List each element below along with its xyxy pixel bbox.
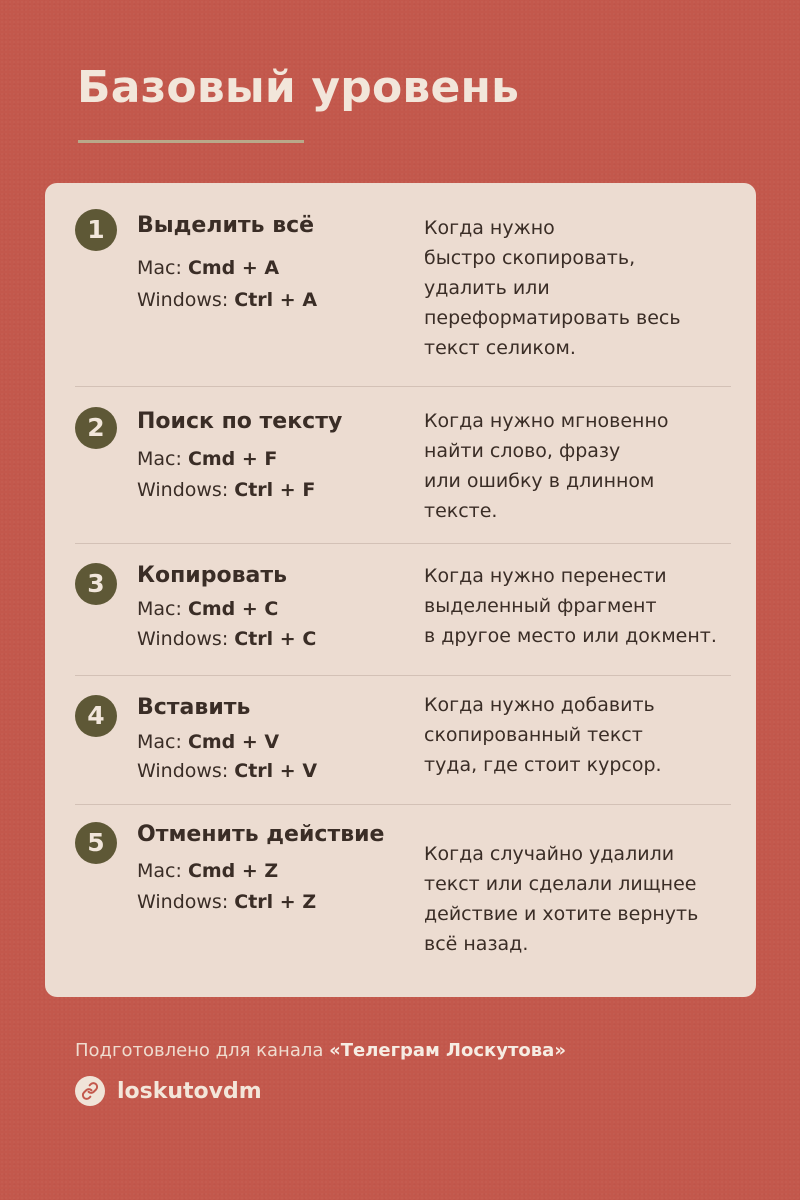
mac-keys: Cmd + F	[187, 448, 278, 470]
item-description	[424, 839, 744, 959]
footer-credit	[75, 1040, 566, 1061]
shortcut-item-paste	[45, 676, 756, 804]
desc-line: Когда нужно добавить	[424, 694, 655, 716]
item-title: Поиск по тексту	[137, 409, 343, 434]
windows-keys: Ctrl + C	[234, 628, 317, 650]
item-number-badge: 2	[75, 407, 117, 449]
desc-line: текст селиком.	[424, 337, 576, 359]
shortcut-item-copy	[45, 544, 756, 675]
desc-line: тексте.	[424, 500, 498, 522]
desc-line: найти слово, фразу	[424, 440, 621, 462]
windows-keys: Ctrl + V	[234, 760, 318, 782]
desc-line: текст или сделали лищнее	[424, 873, 697, 895]
mac-shortcut	[137, 257, 279, 279]
windows-label: Windows:	[137, 479, 229, 501]
mac-label: Mac:	[137, 860, 182, 882]
item-description	[424, 213, 744, 363]
item-description	[424, 690, 744, 780]
windows-label: Windows:	[137, 628, 229, 650]
windows-keys: Ctrl + Z	[234, 891, 317, 913]
windows-label: Windows:	[137, 289, 229, 311]
desc-line: Когда нужно	[424, 217, 555, 239]
link-icon	[75, 1076, 105, 1106]
desc-line: в другое место или докмент.	[424, 625, 717, 647]
item-title: Вставить	[137, 695, 251, 720]
desc-line: всё назад.	[424, 933, 529, 955]
mac-keys: Cmd + V	[187, 731, 280, 753]
mac-shortcut	[137, 448, 277, 470]
desc-line: Когда нужно мгновенно	[424, 410, 669, 432]
footer-handle-link[interactable]	[75, 1076, 262, 1106]
footer-channel-name: «Телеграм Лоскутова»	[329, 1040, 566, 1061]
desc-line: скопированный текст	[424, 724, 643, 746]
mac-label: Mac:	[137, 598, 182, 620]
mac-keys: Cmd + A	[187, 257, 280, 279]
windows-keys: Ctrl + F	[234, 479, 316, 501]
item-description	[424, 406, 744, 526]
handle-text: loskutovdm	[117, 1078, 262, 1104]
mac-label: Mac:	[137, 448, 182, 470]
desc-line: быстро скопировать,	[424, 247, 636, 269]
item-number-badge: 5	[75, 822, 117, 864]
mac-keys: Cmd + Z	[187, 860, 279, 882]
desc-line: Когда нужно перенести	[424, 565, 667, 587]
mac-shortcut	[137, 731, 279, 753]
item-title: Копировать	[137, 563, 288, 588]
mac-shortcut	[137, 860, 278, 882]
desc-line: удалить или	[424, 277, 550, 299]
desc-line: или ошибку в длинном	[424, 470, 655, 492]
windows-shortcut	[137, 479, 315, 501]
desc-line: Когда случайно удалили	[424, 843, 675, 865]
desc-line: переформатировать весь	[424, 307, 681, 329]
desc-line: туда, где стоит курсор.	[424, 754, 662, 776]
mac-keys: Cmd + C	[187, 598, 279, 620]
shortcut-item-undo	[45, 805, 756, 995]
mac-shortcut	[137, 598, 278, 620]
item-title: Отменить действие	[137, 822, 385, 847]
windows-keys: Ctrl + A	[234, 289, 318, 311]
title-underline	[78, 140, 304, 143]
item-number-badge: 1	[75, 209, 117, 251]
desc-line: действие и хотите вернуть	[424, 903, 699, 925]
page-title: Базовый уровень	[77, 62, 520, 113]
desc-line: выделенный фрагмент	[424, 595, 657, 617]
windows-shortcut	[137, 760, 317, 782]
footer-prepared-text: Подготовлено для канала	[75, 1040, 324, 1061]
shortcut-item-select-all	[45, 183, 756, 386]
item-number-badge: 4	[75, 695, 117, 737]
item-title: Выделить всё	[137, 213, 315, 238]
windows-label: Windows:	[137, 891, 229, 913]
mac-label: Mac:	[137, 257, 182, 279]
item-description	[424, 561, 744, 651]
mac-label: Mac:	[137, 731, 182, 753]
shortcuts-card	[45, 183, 756, 997]
item-number-badge: 3	[75, 563, 117, 605]
windows-shortcut	[137, 628, 316, 650]
windows-shortcut	[137, 891, 316, 913]
windows-label: Windows:	[137, 760, 229, 782]
shortcut-item-find	[45, 387, 756, 543]
windows-shortcut	[137, 289, 317, 311]
